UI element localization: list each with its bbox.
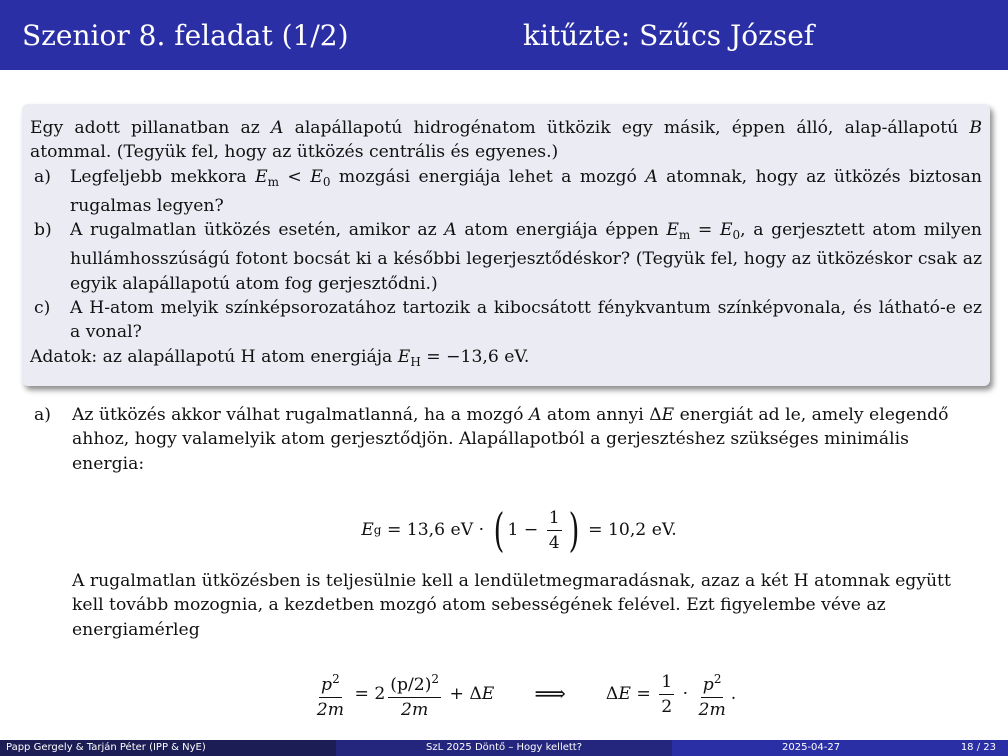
footer-event: SzL 2025 Döntő – Hogy kellett?: [336, 740, 672, 756]
problem-intro: Egy adott pillanatban az A alapállapotú hidrogénatom ütközik egy másik, éppen álló, alap-állapotú B atommal. (Tegyük fel, hogy az ütközés centrális és egyenes.): [30, 118, 983, 163]
problem-item-b: b) A rugalmatlan ütközés esetén, amikor az A atom energiája éppen $E_m = E_0$, a gerjesztett atom milyen hullámhosszúságú fotont bocsát ki a későbbi legerjesztődéskor? (Tegyük fel, hogy az ütközéskor csak az egyik alapállapotú atom fog gerjesztődni.): [34, 220, 983, 294]
footer-date: 2025-04-27: [782, 742, 841, 753]
equation-excitation-energy: E g = 13,6 eV · ( 1 − $\frac{1}{4}$ ) = 10,2 eV.: [361, 503, 677, 557]
problem-data: Adatok: az alapállapotú H atom energiája $E_H = -13,6$ eV.: [30, 346, 530, 369]
equation-energy-balance: $\frac{p^2}{2m}$ = 2 $\frac{(p/2)^2}{2m}$ + Δ E ⟹ Δ E = $\frac{1}{2}$ · $\frac{p^2}{2m}$ .: [0, 658, 1008, 730]
slide-header: [0, 0, 1008, 70]
problem-block: [22, 104, 990, 386]
footer-meta: [672, 740, 1008, 756]
problem-item-c: c) A H-atom melyik színképsorozatához tartozik a kibocsátott fénykvantum színképvonala, és látható-e ez a vonal?: [34, 298, 982, 343]
answer-block: [34, 403, 980, 476]
answer-item-a: a) Az ütközés akkor válhat rugalmatlanná, ha a mozgó A atom annyi ΔE energiát ad le, amely elegendő ahhoz, hogy valamelyik atom gerjesztődjön. Alapállapotból a gerjesztéshez szükséges minimális energia:: [34, 405, 949, 474]
problem-item-a: a) Legfeljebb mekkora $E_m < E_0$ mozgási energiája lehet a mozgó A atomnak, hogy az ütközés biztosan rugalmas legyen?: [34, 166, 982, 216]
slide-footer: [0, 740, 1008, 756]
slide-author: kitűzte: Szűcs József: [523, 19, 815, 52]
footer-page-number: 18 / 23: [960, 742, 996, 753]
footer-authors: Papp Gergely & Tarján Péter (IPP & NyE): [0, 740, 336, 756]
answer-paragraph-momentum: A rugalmatlan ütközésben is teljesülnie kell a lendületmegmaradásnak, azaz a két H atomnak együtt kell tovább mozognia, a kezdetben mozgó atom sebességének felével. Ezt figyelembe véve az energiamérleg: [72, 571, 951, 640]
slide-title: Szenior 8. feladat (1/2): [22, 19, 349, 52]
